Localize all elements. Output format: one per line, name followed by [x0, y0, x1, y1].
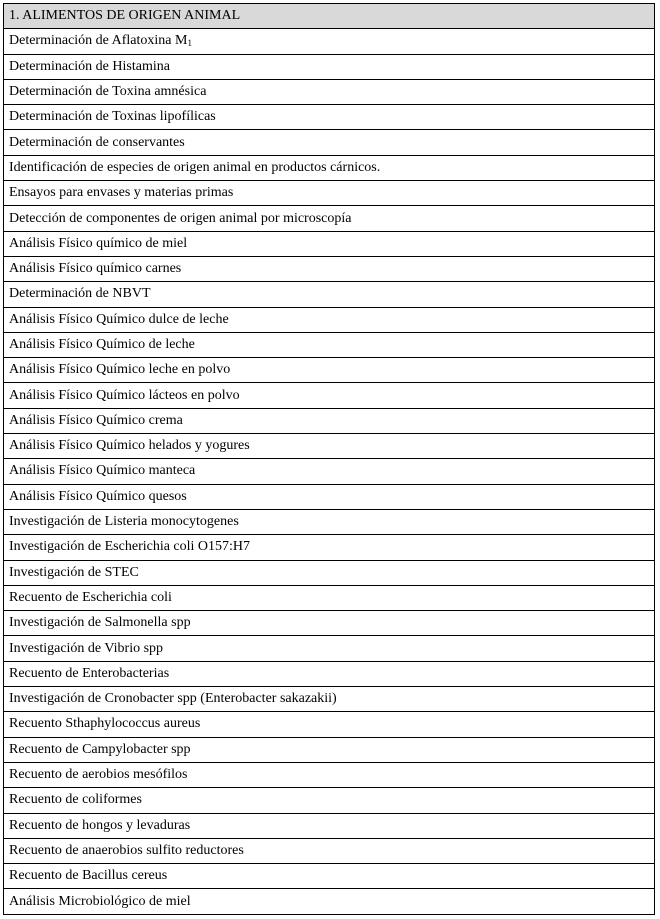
table-row [4, 282, 655, 307]
table-row [4, 206, 655, 231]
table-row [4, 889, 655, 914]
table-cell: Determinación de Toxina amnésica [4, 79, 655, 104]
table-row [4, 29, 655, 54]
table-cell: Recuento de Enterobacterias [4, 661, 655, 686]
table-cell: Determinación de conservantes [4, 130, 655, 155]
table-cell: Investigación de Salmonella spp [4, 611, 655, 636]
table-cell: Investigación de STEC [4, 560, 655, 585]
table-cell: Recuento Sthaphylococcus aureus [4, 712, 655, 737]
table-cell: Investigación de Escherichia coli O157:H7 [4, 535, 655, 560]
table-cell: Recuento de Bacillus cereus [4, 864, 655, 889]
table-cell: Recuento de coliformes [4, 788, 655, 813]
analysis-table-container [3, 3, 655, 915]
table-cell: Análisis Físico Químico helados y yogures [4, 434, 655, 459]
table-row [4, 408, 655, 433]
table-cell: Investigación de Listeria monocytogenes [4, 509, 655, 534]
table-cell: Determinación de NBVT [4, 282, 655, 307]
table-cell: Identificación de especies de origen animal en productos cárnicos. [4, 155, 655, 180]
table-row [4, 762, 655, 787]
table-row [4, 383, 655, 408]
table-row [4, 484, 655, 509]
analysis-table-body [4, 4, 655, 915]
table-cell: Análisis Físico Químico dulce de leche [4, 307, 655, 332]
table-row [4, 864, 655, 889]
table-cell: Detección de componentes de origen animal por microscopía [4, 206, 655, 231]
table-row [4, 358, 655, 383]
table-cell: Análisis Físico químico de miel [4, 231, 655, 256]
table-row [4, 611, 655, 636]
section-header: 1. ALIMENTOS DE ORIGEN ANIMAL [4, 4, 655, 29]
table-row [4, 434, 655, 459]
table-row [4, 231, 655, 256]
table-cell: Análisis Físico Químico manteca [4, 459, 655, 484]
table-cell: Análisis Físico químico carnes [4, 256, 655, 281]
table-row [4, 509, 655, 534]
table-cell: Recuento de hongos y levaduras [4, 813, 655, 838]
table-cell: Análisis Físico Químico crema [4, 408, 655, 433]
table-cell: Recuento de Escherichia coli [4, 585, 655, 610]
aflatoxina-label: Determinación de Aflatoxina M [9, 33, 188, 49]
table-row [4, 256, 655, 281]
table-cell: Investigación de Vibrio spp [4, 636, 655, 661]
table-row [4, 788, 655, 813]
table-row [4, 585, 655, 610]
table-row [4, 737, 655, 762]
table-row [4, 838, 655, 863]
table-row [4, 79, 655, 104]
analysis-table [3, 3, 655, 915]
table-row [4, 687, 655, 712]
table-cell: Recuento de anaerobios sulfito reductores [4, 838, 655, 863]
table-row [4, 54, 655, 79]
table-row [4, 560, 655, 585]
table-cell: Análisis Físico Químico de leche [4, 332, 655, 357]
table-cell: Investigación de Cronobacter spp (Enterobacter sakazakii) [4, 687, 655, 712]
table-row [4, 307, 655, 332]
table-cell: Ensayos para envases y materias primas [4, 181, 655, 206]
table-row [4, 661, 655, 686]
table-cell: Análisis Físico Químico quesos [4, 484, 655, 509]
table-row [4, 155, 655, 180]
table-cell-aflatoxina [4, 29, 655, 54]
table-cell: Determinación de Histamina [4, 54, 655, 79]
table-cell: Análisis Físico Químico lácteos en polvo [4, 383, 655, 408]
table-row [4, 181, 655, 206]
table-cell: Determinación de Toxinas lipofílicas [4, 105, 655, 130]
table-cell: Análisis Físico Químico leche en polvo [4, 358, 655, 383]
table-cell: Recuento de Campylobacter spp [4, 737, 655, 762]
table-row [4, 332, 655, 357]
aflatoxina-subscript: 1 [187, 38, 192, 49]
table-row [4, 636, 655, 661]
table-row [4, 535, 655, 560]
table-row [4, 459, 655, 484]
table-cell: Análisis Microbiológico de miel [4, 889, 655, 914]
table-row [4, 813, 655, 838]
table-row [4, 130, 655, 155]
table-row [4, 712, 655, 737]
table-header-row [4, 4, 655, 29]
table-row [4, 105, 655, 130]
table-cell: Recuento de aerobios mesófilos [4, 762, 655, 787]
